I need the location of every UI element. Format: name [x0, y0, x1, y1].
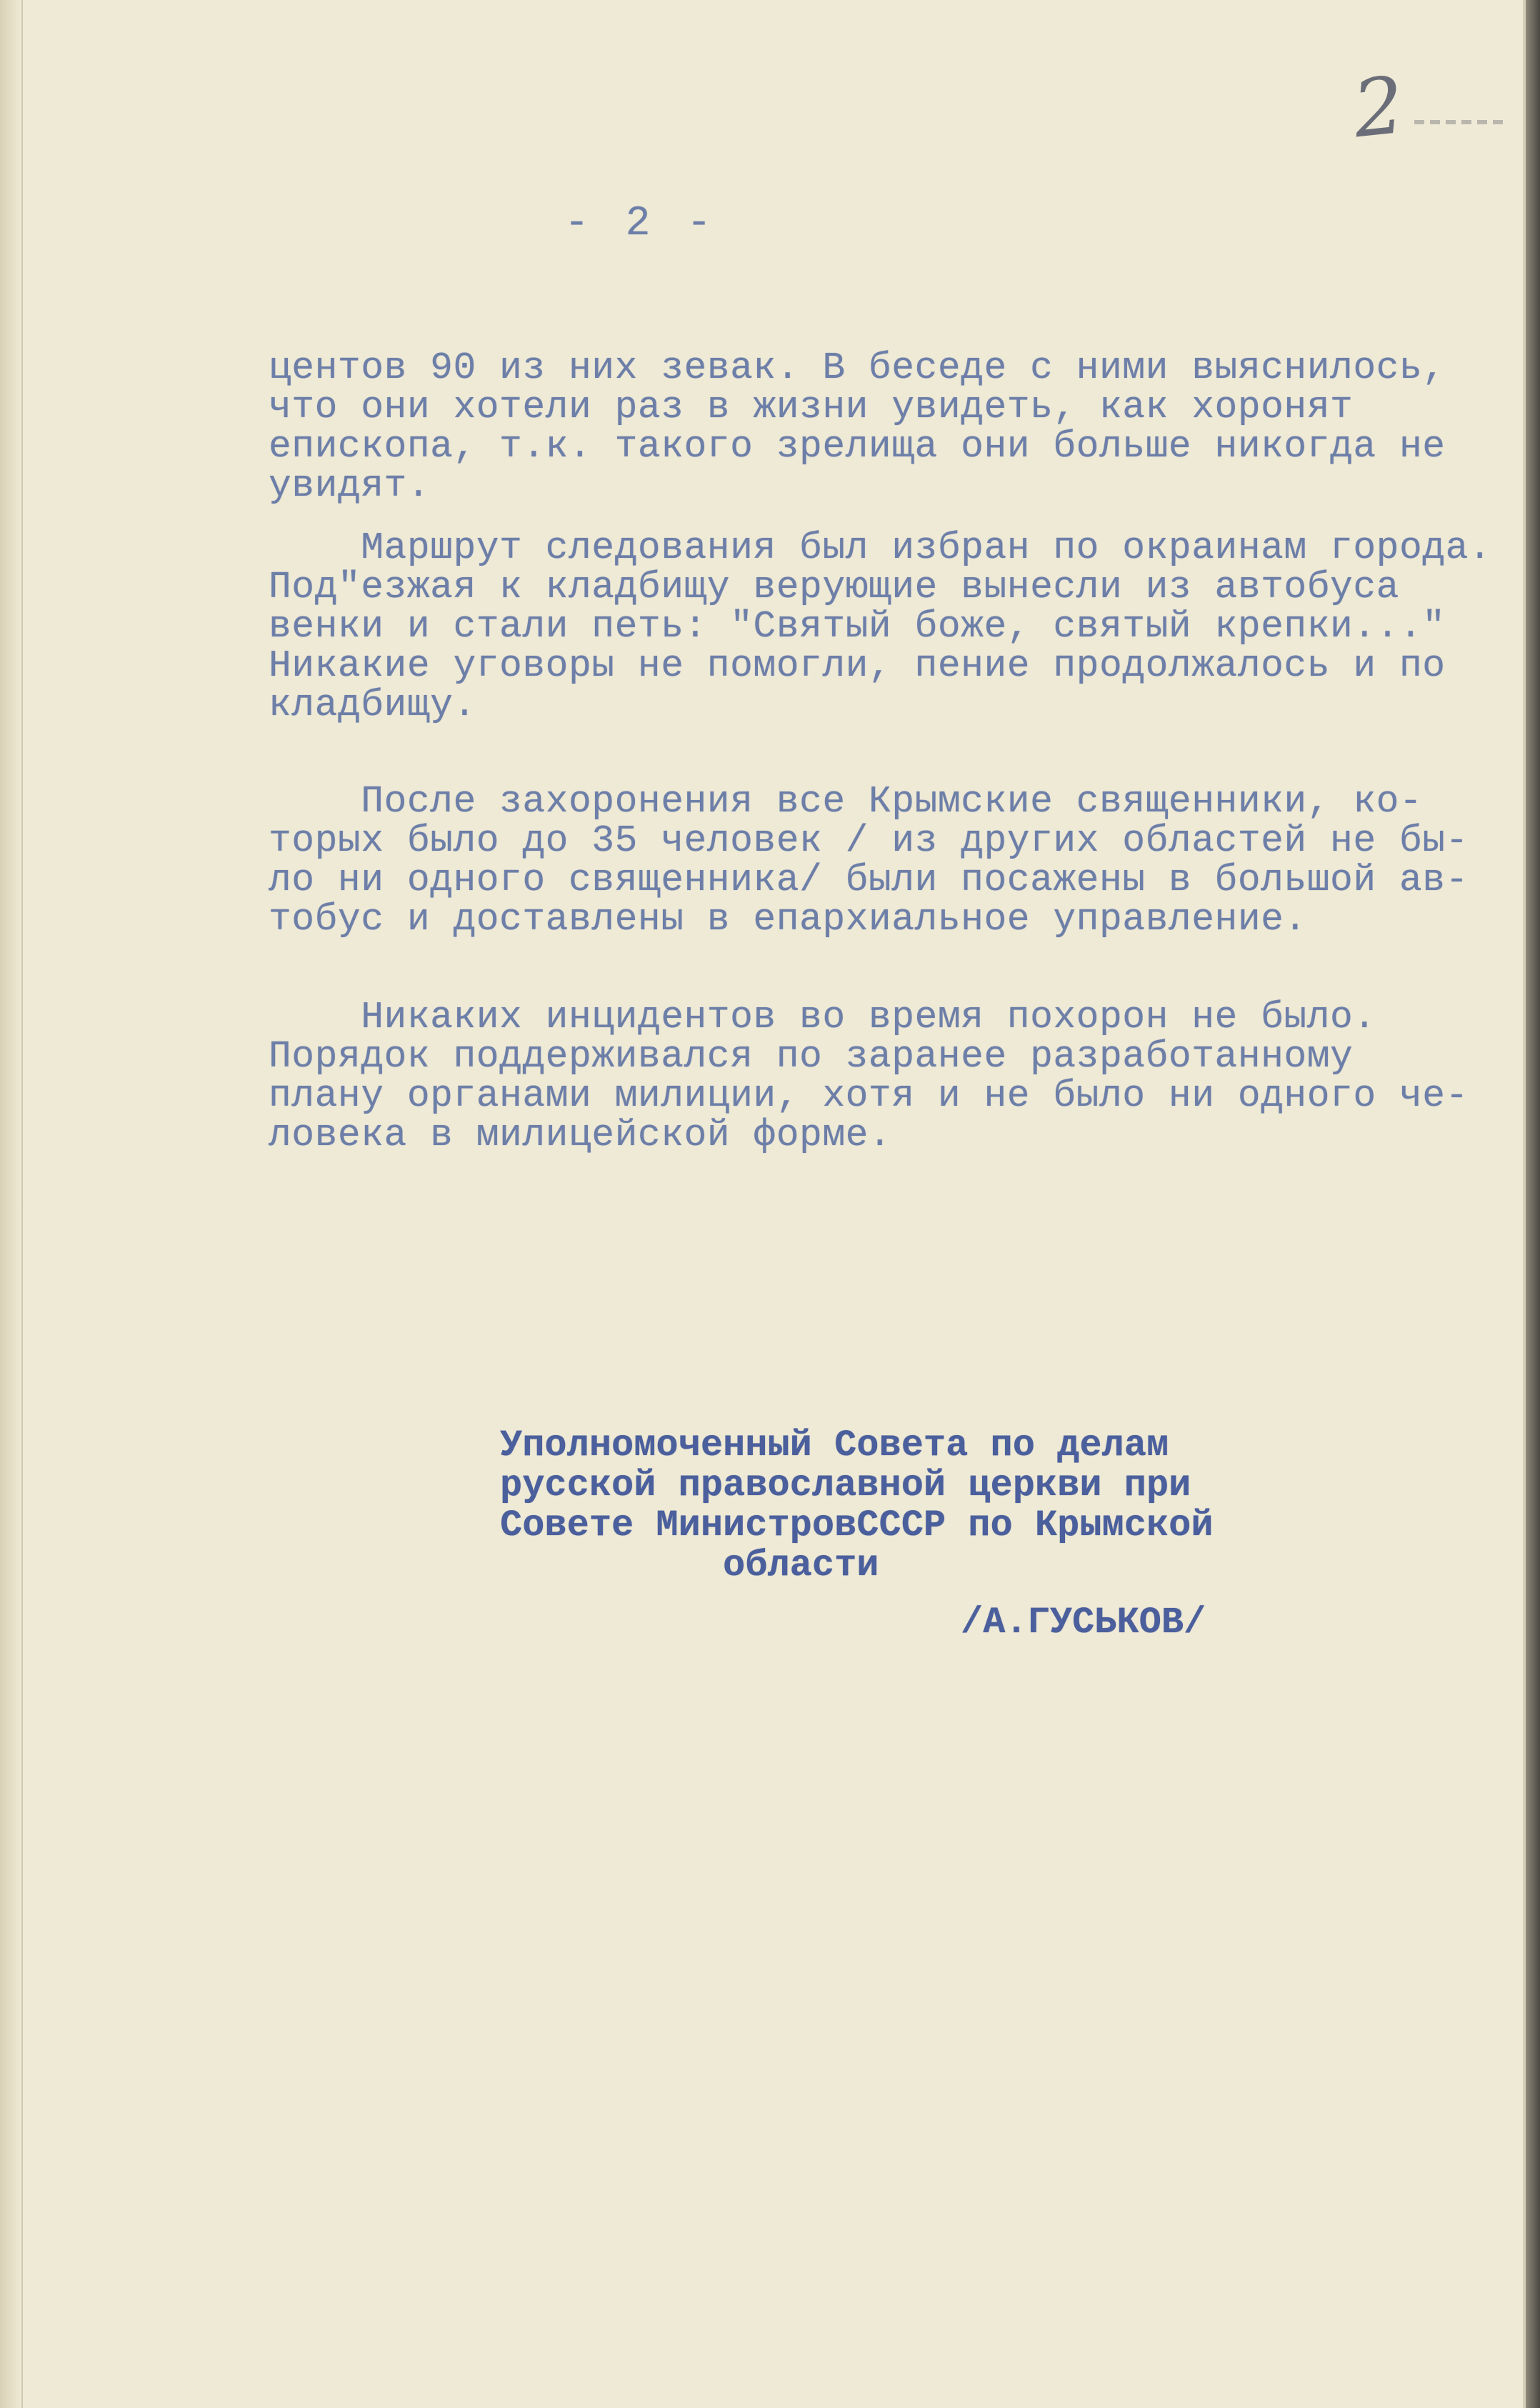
binding-edge — [0, 0, 21, 2408]
paragraph-4: Никаких инцидентов во время похорон не было. Порядок поддерживался по заранее разработанному плану органами милиции, хотя и не было ни одного че- ловека в милицейской форме. — [269, 996, 1469, 1156]
paragraph-1: центов 90 из них зевак. В беседе с ними выяснилось, что они хотели раз в жизни увидеть, как хоронят епископа, т.к. такого зрелища они больше никогда не увидят. — [269, 346, 1446, 507]
folio-dash-mark — [1414, 120, 1507, 124]
signatory-name: /А.ГУСЬКОВ/ — [961, 1602, 1206, 1644]
scan-background-strip — [1526, 0, 1540, 2408]
signatory-title: Уполномоченный Совета по делам русской православной церкви при Совете МинистровСССР по Крымской области — [500, 1424, 1214, 1587]
handwritten-folio-number: 2 — [1349, 59, 1409, 156]
binding-fold-line — [21, 0, 23, 2408]
paragraph-3: После захоронения все Крымские священники, ко- торых было до 35 человек / из других областей не бы- ло ни одного священника/ были посажены в большой ав- тобус и доставлены в епархиальное управление. — [269, 780, 1469, 941]
page-number: - 2 - — [564, 201, 718, 247]
paragraph-2: Маршрут следования был избран по окраинам города. Под"езжая к кладбищу верующие вынесли из автобуса венки и стали петь: "Святый боже, святый крепки..." Никакие уговоры не помогли, пение продолжалось и по кладбищу. — [269, 526, 1492, 726]
